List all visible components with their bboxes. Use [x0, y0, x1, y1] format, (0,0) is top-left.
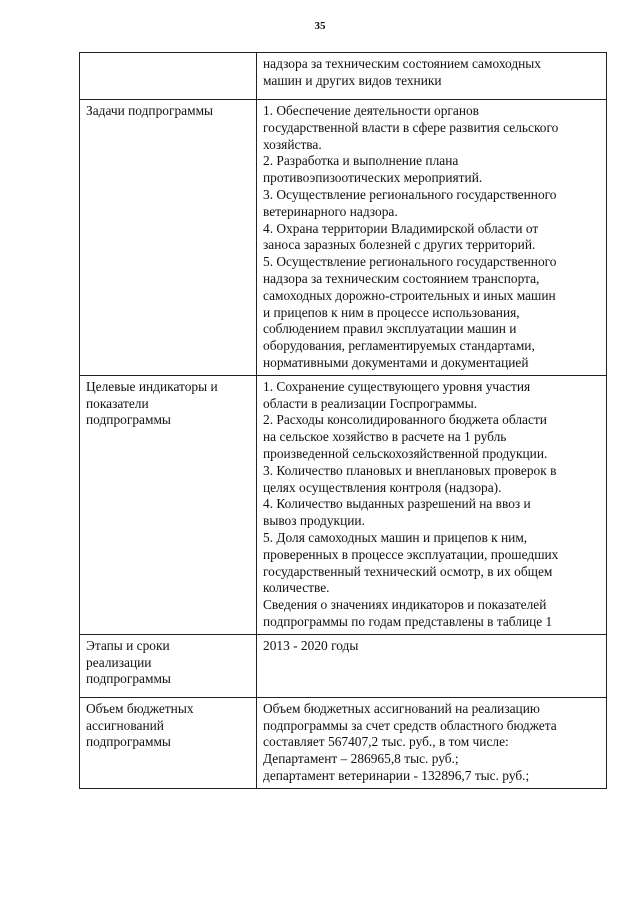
label-line: Этапы и сроки [86, 637, 170, 653]
passport-table [79, 52, 607, 789]
label-line: показатели [86, 395, 149, 411]
label-line: подпрограммы [86, 734, 171, 750]
content-line: хозяйства. [263, 136, 322, 152]
content-line: самоходных дорожно-строительных и иных машин [263, 287, 556, 303]
content-line: и прицепов к ним в процессе использования, [263, 304, 520, 320]
content-line: 5. Доля самоходных машин и прицепов к ним, [263, 529, 528, 545]
content-line: вывоз продукции. [263, 513, 365, 529]
content-line: оборудования, регламентируемых стандартами, [263, 338, 535, 354]
content-line: государственный технический осмотр, в их общем [263, 563, 553, 579]
content-line: подпрограммы за счет средств областного бюджета [263, 717, 557, 733]
content-line: проверенных в процессе эксплуатации, прошедших [263, 546, 559, 562]
content-line: области в реализации Госпрограммы. [263, 395, 478, 411]
content-line: 2. Разработка и выполнение плана [263, 153, 459, 169]
content-line: 5. Осуществление регионального государственного [263, 254, 557, 270]
content-line: 3. Осуществление регионального государственного [263, 186, 557, 202]
label-cell-indicators [80, 375, 257, 634]
label-line: Объем бюджетных [86, 700, 194, 716]
content-line: подпрограммы по годам представлены в таблице 1 [263, 613, 553, 629]
content-line: ветеринарного надзора. [263, 203, 398, 219]
label-line: подпрограммы [86, 671, 171, 687]
content-line: Сведения о значениях индикаторов и показателей [263, 597, 547, 613]
content-line: противоэпизоотических мероприятий. [263, 170, 483, 186]
content-line: Департамент – 286965,8 тыс. руб.; [263, 751, 459, 767]
content-line: количестве. [263, 580, 330, 596]
content-line: 1. Сохранение существующего уровня участия [263, 378, 531, 394]
content-line: надзора за техническим состоянием самоходных [263, 56, 541, 71]
content-line: целях осуществления контроля (надзора). [263, 479, 502, 495]
label-line: Задачи подпрограммы [86, 103, 214, 118]
label-line: ассигнований [86, 717, 164, 733]
table-row-budget [80, 697, 607, 788]
content-line: 4. Охрана территории Владимирской области от [263, 220, 539, 236]
content-line: надзора за техническим состоянием транспорта, [263, 270, 540, 286]
label-line: подпрограммы [86, 412, 171, 428]
content-line: нормативными документами и документацией [263, 354, 529, 370]
page-number: 35 [314, 20, 326, 32]
table-row-tasks [80, 100, 607, 376]
content-line: соблюдением правил эксплуатации машин и [263, 321, 517, 337]
content-line: на сельское хозяйство в расчете на 1 рубль [263, 429, 507, 445]
content-cell-tasks [257, 100, 607, 376]
content-cell-budget [257, 697, 607, 788]
content-cell-indicators [257, 375, 607, 634]
table-row-stages [80, 634, 607, 697]
label-line: реализации [86, 654, 152, 670]
content-line: 3. Количество плановых и внеплановых проверок в [263, 462, 557, 478]
content-line: Объем бюджетных ассигнований на реализацию [263, 700, 540, 716]
content-line: 1. Обеспечение деятельности органов [263, 103, 480, 118]
content-line: составляет 567407,2 тыс. руб., в том числе: [263, 734, 509, 750]
content-cell-continuation [257, 53, 607, 100]
label-line: Целевые индикаторы и [86, 378, 218, 394]
content-line: произведенной сельскохозяйственной продукции. [263, 445, 548, 461]
page-bottom-margin [0, 870, 640, 905]
table-row-indicators [80, 375, 607, 634]
content-line: департамент ветеринарии - 132896,7 тыс. руб.; [263, 767, 530, 783]
table-row-continuation [80, 53, 607, 100]
content-line: машин и других видов техники [263, 72, 442, 88]
content-line: 2013 - 2020 годы [263, 637, 359, 653]
label-cell-budget [80, 697, 257, 788]
content-line: 2. Расходы консолидированного бюджета области [263, 412, 547, 428]
label-cell-stages [80, 634, 257, 697]
content-line: государственной власти в сфере развития сельского [263, 119, 559, 135]
label-cell-tasks [80, 100, 257, 376]
content-line: 4. Количество выданных разрешений на ввоз и [263, 496, 531, 512]
content-cell-stages [257, 634, 607, 697]
content-line: заноса заразных болезней с других территорий. [263, 237, 536, 253]
label-cell-empty [80, 53, 257, 100]
